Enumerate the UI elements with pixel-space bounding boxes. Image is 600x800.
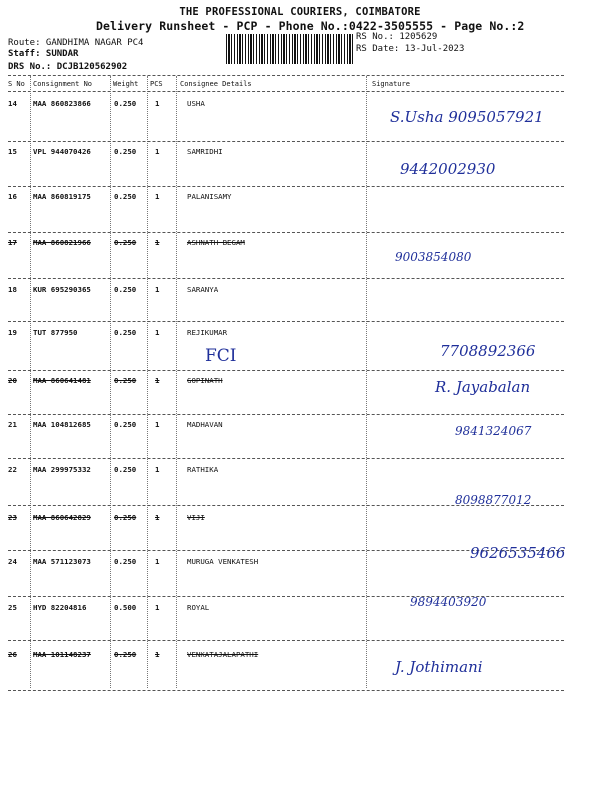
row-weight: 0.250	[114, 328, 137, 337]
row-divider	[8, 321, 564, 322]
barcode	[226, 34, 354, 64]
row-pcs: 1	[155, 328, 160, 337]
row-consignee: VIJI	[187, 513, 205, 522]
rs-number: RS No.: 1205629	[356, 32, 438, 42]
route-label: Route: GANDHIMA NAGAR PC4	[8, 38, 144, 48]
drs-number: DRS No.: DCJB120562902	[8, 62, 128, 72]
row-divider	[8, 232, 564, 233]
row-divider	[8, 278, 564, 279]
row-sno: 17	[8, 238, 17, 247]
row-consignee: REJIKUMAR	[187, 328, 228, 337]
staff-label: Staff: SUNDAR	[8, 49, 79, 59]
row-consignee: GOPINATH	[187, 376, 223, 385]
row-sno: 23	[8, 513, 17, 522]
col-header-sno: S No	[8, 80, 25, 88]
row-sno: 25	[8, 603, 17, 612]
row-divider	[8, 141, 564, 142]
row-divider	[8, 414, 564, 415]
row-sno: 19	[8, 328, 17, 337]
row-consignment-no: MAA 101148237	[33, 650, 91, 659]
row-consignment-no: TUT 877950	[33, 328, 78, 337]
col-header-pcs: PCS	[150, 80, 163, 88]
row-signature: 7708892366	[440, 342, 536, 360]
row-consignee: USHA	[187, 99, 205, 108]
row-consignment-no: VPL 944070426	[33, 147, 91, 156]
row-sno: 21	[8, 420, 17, 429]
row-pcs: 1	[155, 99, 160, 108]
row-pcs: 1	[155, 603, 160, 612]
row-sno: 22	[8, 465, 17, 474]
row-divider	[8, 690, 564, 691]
row-weight: 0.250	[114, 99, 137, 108]
row-signature: 9894403920	[410, 595, 487, 609]
row-weight: 0.250	[114, 147, 137, 156]
row-consignment-no: MAA 299975332	[33, 465, 91, 474]
row-sno: 18	[8, 285, 17, 294]
row-consignment-no: MAA 104812685	[33, 420, 91, 429]
col-header-signature: Signature	[372, 80, 410, 88]
row-signature: R. Jayabalan	[435, 378, 531, 396]
row-sno: 26	[8, 650, 17, 659]
row-pcs: 1	[155, 192, 160, 201]
row-pcs: 1	[155, 238, 160, 247]
row-consignee: ASHNATH BEGAM	[187, 238, 245, 247]
row-pcs: 1	[155, 557, 160, 566]
row-consignee: MURUGA VENKATESH	[187, 557, 259, 566]
header-bottom-rule	[8, 91, 564, 92]
row-weight: 0.250	[114, 420, 137, 429]
row-divider	[8, 640, 564, 641]
row-signature: 9442002930	[400, 160, 496, 178]
row-weight: 0.250	[114, 650, 137, 659]
row-weight: 0.250	[114, 465, 137, 474]
row-consignment-no: MAA 860823866	[33, 99, 91, 108]
row-divider	[8, 186, 564, 187]
row-weight: 0.250	[114, 513, 137, 522]
row-sno: 14	[8, 99, 17, 108]
row-pcs: 1	[155, 420, 160, 429]
row-pcs: 1	[155, 650, 160, 659]
row-signature: 8098877012	[455, 493, 532, 507]
runsheet-title: Delivery Runsheet - PCP - Phone No.:0422-3505555 - Page No.:2	[96, 19, 525, 33]
row-weight: 0.500	[114, 603, 137, 612]
row-consignee: RATHIKA	[187, 465, 219, 474]
row-consignee: MADHAVAN	[187, 420, 223, 429]
row-signature: S.Usha 9095057921	[390, 108, 544, 126]
row-consignee: SAMRIDHI	[187, 147, 223, 156]
row-pcs: 1	[155, 147, 160, 156]
row-signature: 9626535466	[470, 544, 566, 562]
row-consignment-no: MAA 860819175	[33, 192, 91, 201]
row-pcs: 1	[155, 513, 160, 522]
row-pcs: 1	[155, 376, 160, 385]
table-top-rule	[8, 75, 564, 76]
col-header-consignment: Consignment No	[33, 80, 93, 88]
row-signature: J. Jothimani	[395, 658, 483, 676]
row-consignment-no: MAA 571123073	[33, 557, 91, 566]
row-consignee: VENKATAJALAPATHI	[187, 650, 259, 659]
row-sno: 24	[8, 557, 17, 566]
row-sno: 20	[8, 376, 17, 385]
row-weight: 0.250	[114, 192, 137, 201]
col-header-consignee: Consignee Details	[180, 80, 252, 88]
row-divider	[8, 505, 564, 506]
row-sno: 15	[8, 147, 17, 156]
handwritten-note: FCI	[205, 346, 237, 366]
row-consignee: SARANYA	[187, 285, 219, 294]
row-weight: 0.250	[114, 238, 137, 247]
row-pcs: 1	[155, 285, 160, 294]
row-consignment-no: MAA 860642829	[33, 513, 91, 522]
row-consignment-no: HYD 82204816	[33, 603, 87, 612]
row-weight: 0.250	[114, 557, 137, 566]
row-signature: 9003854080	[395, 250, 472, 264]
row-consignee: ROYAL	[187, 603, 210, 612]
row-signature: 9841324067	[455, 424, 532, 438]
row-consignment-no: MAA 860821966	[33, 238, 91, 247]
row-weight: 0.250	[114, 376, 137, 385]
row-divider	[8, 458, 564, 459]
row-weight: 0.250	[114, 285, 137, 294]
row-sno: 16	[8, 192, 17, 201]
row-consignment-no: KUR 695290365	[33, 285, 91, 294]
company-title: THE PROFESSIONAL COURIERS, COIMBATORE	[179, 6, 421, 18]
col-header-weight: Weight	[113, 80, 139, 88]
row-divider	[8, 370, 564, 371]
row-consignment-no: MAA 860641481	[33, 376, 91, 385]
rs-date: RS Date: 13-Jul-2023	[356, 44, 465, 54]
row-consignee: PALANISAMY	[187, 192, 232, 201]
row-pcs: 1	[155, 465, 160, 474]
